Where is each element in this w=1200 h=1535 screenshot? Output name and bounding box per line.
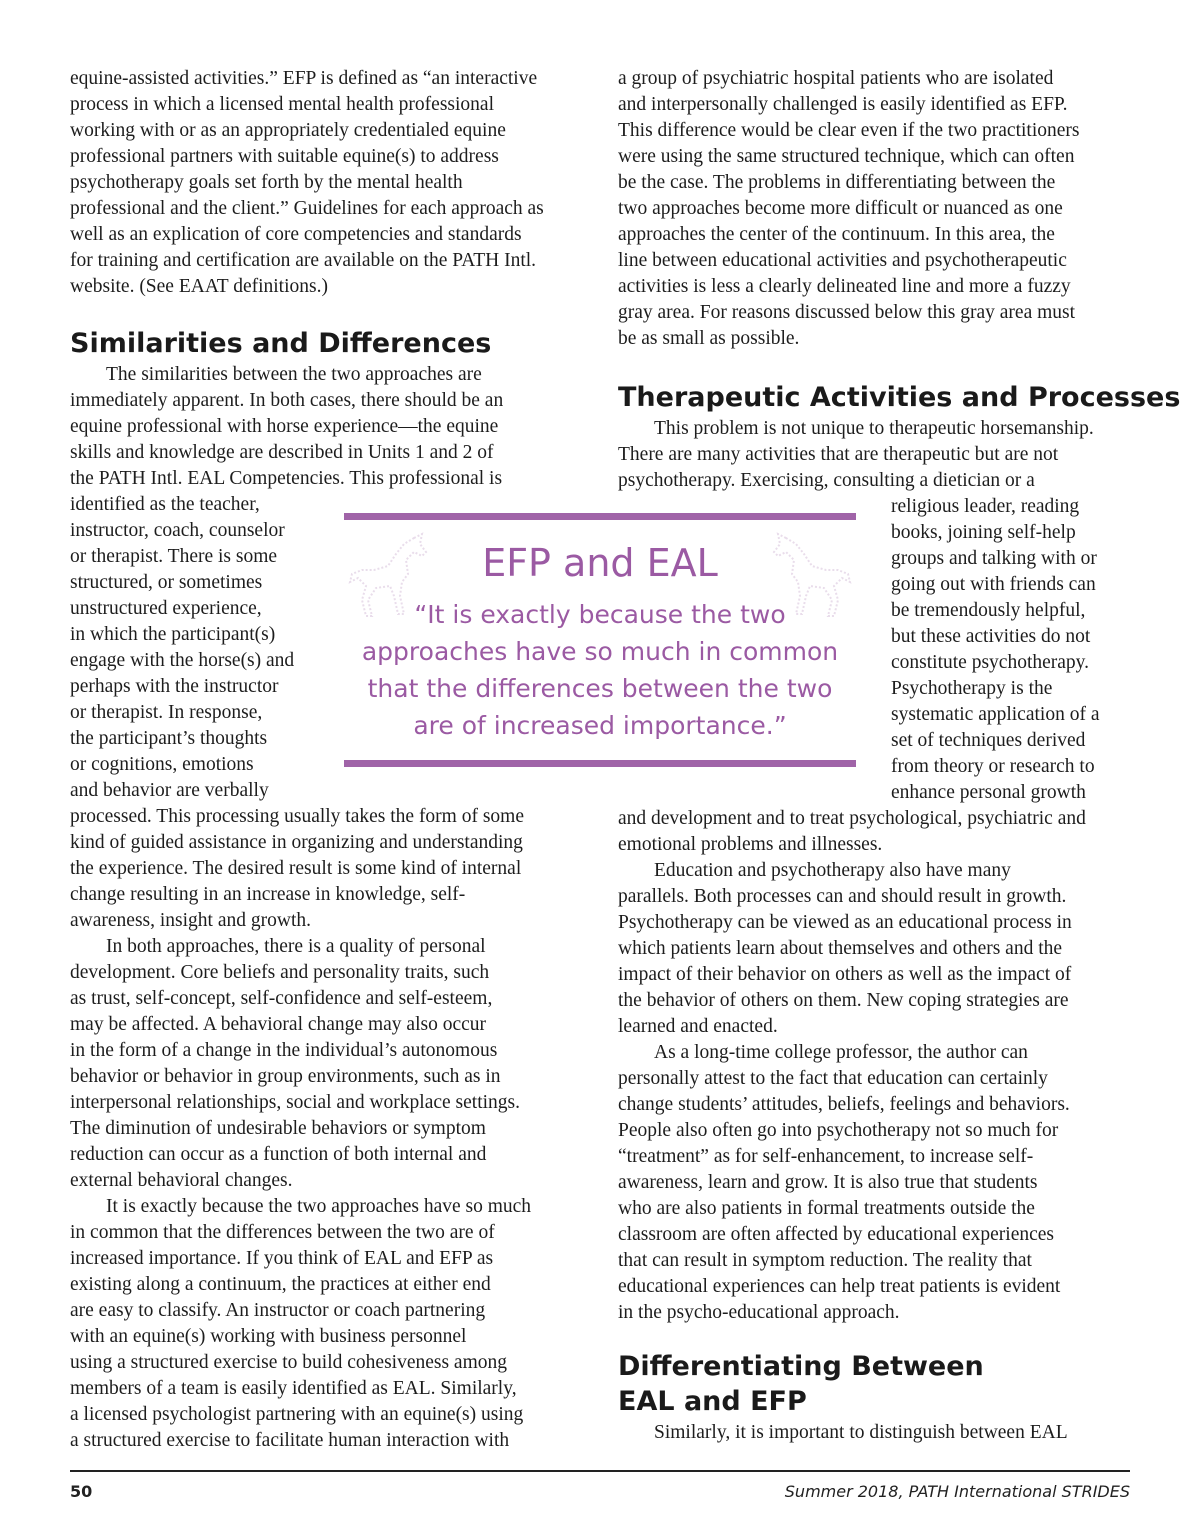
body-line: processed. This processing usually takes the form of some bbox=[70, 806, 525, 827]
footer-rule bbox=[70, 1470, 1130, 1472]
body-line: or therapist. In response, bbox=[70, 702, 263, 723]
body-line: awareness, learn and grow. It is also true that students bbox=[618, 1172, 1038, 1193]
body-line: the participant’s thoughts bbox=[70, 728, 268, 749]
body-line: Psychotherapy can be viewed as an educational process in bbox=[618, 912, 1072, 933]
section-heading-therapeutic: Therapeutic Activities and Processes bbox=[618, 382, 1181, 413]
body-line: kind of guided assistance in organizing and understanding bbox=[70, 832, 523, 853]
body-line: that can result in symptom reduction. The reality that bbox=[618, 1250, 1032, 1271]
pull-quote-title: EFP and EAL bbox=[482, 541, 718, 585]
body-line: a group of psychiatric hospital patients who are isolated bbox=[618, 68, 1054, 89]
body-line: in the form of a change in the individual’s autonomous bbox=[70, 1040, 498, 1061]
body-line: in the psycho-educational approach. bbox=[618, 1302, 900, 1323]
body-line: This difference would be clear even if the two practitioners bbox=[618, 120, 1080, 141]
body-line: working with or as an appropriately credentialed equine bbox=[70, 120, 506, 141]
body-line: members of a team is easily identified as EAL. Similarly, bbox=[70, 1378, 517, 1399]
body-line: groups and talking with or bbox=[891, 548, 1097, 569]
pull-quote-line: that the differences between the two bbox=[367, 674, 833, 703]
body-line: activities is less a clearly delineated line and more a fuzzy bbox=[618, 276, 1071, 297]
body-line: systematic application of a bbox=[891, 704, 1100, 725]
body-line: may be affected. A behavioral change may also occur bbox=[70, 1014, 487, 1035]
body-line: well as an explication of core competencies and standards bbox=[70, 224, 522, 245]
body-line: equine-assisted activities.” EFP is defined as “an interactive bbox=[70, 68, 538, 89]
body-line: be as small as possible. bbox=[618, 328, 800, 349]
body-line: as trust, self-concept, self-confidence and self-esteem, bbox=[70, 988, 493, 1009]
body-line: professional partners with suitable equine(s) to address bbox=[70, 146, 499, 167]
body-line: interpersonal relationships, social and workplace settings. bbox=[70, 1092, 521, 1113]
body-line: In both approaches, there is a quality of personal bbox=[106, 936, 486, 957]
body-line: existing along a continuum, the practices at either end bbox=[70, 1274, 491, 1295]
body-line: psychotherapy goals set forth by the mental health bbox=[70, 172, 463, 193]
body-line: but these activities do not bbox=[891, 626, 1091, 647]
body-line: engage with the horse(s) and bbox=[70, 650, 295, 671]
body-line: for training and certification are available on the PATH Intl. bbox=[70, 250, 537, 271]
body-line: and development and to treat psychological, psychiatric and bbox=[618, 808, 1086, 829]
body-line: going out with friends can bbox=[891, 574, 1096, 595]
body-line: “treatment” as for self-enhancement, to increase self- bbox=[618, 1146, 1034, 1167]
body-line: reduction can occur as a function of both internal and bbox=[70, 1144, 487, 1165]
pull-quote-bottom-bar bbox=[344, 760, 856, 767]
body-line: The diminution of undesirable behaviors or symptom bbox=[70, 1118, 486, 1139]
body-line: change resulting in an increase in knowledge, self- bbox=[70, 884, 466, 905]
body-line: personally attest to the fact that education can certainly bbox=[618, 1068, 1048, 1089]
body-line: process in which a licensed mental health professional bbox=[70, 94, 494, 115]
body-line: or cognitions, emotions bbox=[70, 754, 254, 775]
body-line: constitute psychotherapy. bbox=[891, 652, 1090, 673]
body-line: the PATH Intl. EAL Competencies. This professional is bbox=[70, 468, 503, 489]
body-line: be the case. The problems in differentiating between the bbox=[618, 172, 1056, 193]
body-line: This problem is not unique to therapeutic horsemanship. bbox=[654, 418, 1094, 439]
body-line: educational experiences can help treat patients is evident bbox=[618, 1276, 1061, 1297]
page-number: 50 bbox=[70, 1482, 93, 1501]
body-line: the experience. The desired result is some kind of internal bbox=[70, 858, 522, 879]
body-line: There are many activities that are therapeutic but are not bbox=[618, 444, 1059, 465]
body-line: two approaches become more difficult or nuanced as one bbox=[618, 198, 1063, 219]
body-line: books, joining self-help bbox=[891, 522, 1076, 543]
body-line: professional and the client.” Guidelines for each approach as bbox=[70, 198, 544, 219]
body-line: who are also patients in formal treatments outside the bbox=[618, 1198, 1035, 1219]
section-heading-differentiating: Differentiating Between bbox=[618, 1351, 984, 1382]
body-line: from theory or research to bbox=[891, 756, 1095, 777]
body-line: website. (See EAAT definitions.) bbox=[70, 276, 328, 297]
body-line: external behavioral changes. bbox=[70, 1170, 293, 1191]
pull-quote-line: “It is exactly because the two bbox=[414, 600, 786, 629]
body-line: are easy to classify. An instructor or coach partnering bbox=[70, 1300, 486, 1321]
body-line: in which the participant(s) bbox=[70, 624, 276, 645]
body-line: learned and enacted. bbox=[618, 1016, 778, 1037]
body-line: Similarly, it is important to distinguish between EAL bbox=[654, 1422, 1068, 1443]
body-line: with an equine(s) working with business personnel bbox=[70, 1326, 467, 1347]
body-line: in common that the differences between the two are of bbox=[70, 1222, 495, 1243]
body-line: Education and psychotherapy also have many bbox=[654, 860, 1011, 881]
section-heading-similarities: Similarities and Differences bbox=[70, 328, 492, 359]
body-line: perhaps with the instructor bbox=[70, 676, 279, 697]
body-line: immediately apparent. In both cases, there should be an bbox=[70, 390, 504, 411]
body-line: Psychotherapy is the bbox=[891, 678, 1053, 699]
body-line: enhance personal growth bbox=[891, 782, 1086, 803]
body-line: development. Core beliefs and personality traits, such bbox=[70, 962, 490, 983]
body-line: awareness, insight and growth. bbox=[70, 910, 311, 931]
body-line: The similarities between the two approaches are bbox=[106, 364, 482, 385]
body-line: religious leader, reading bbox=[891, 496, 1080, 517]
body-line: emotional problems and illnesses. bbox=[618, 834, 883, 855]
body-line: change students’ attitudes, beliefs, feelings and behaviors. bbox=[618, 1094, 1070, 1115]
body-line: or therapist. There is some bbox=[70, 546, 278, 567]
body-line: set of techniques derived bbox=[891, 730, 1086, 751]
body-line: parallels. Both processes can and should result in growth. bbox=[618, 886, 1067, 907]
body-line: psychotherapy. Exercising, consulting a dietician or a bbox=[618, 470, 1035, 491]
body-line: and interpersonally challenged is easily identified as EFP. bbox=[618, 94, 1068, 115]
pull-quote-top-bar bbox=[344, 513, 856, 520]
section-heading-differentiating-line2: EAL and EFP bbox=[618, 1386, 807, 1417]
body-line: As a long-time college professor, the author can bbox=[654, 1042, 1028, 1063]
body-line: the behavior of others on them. New coping strategies are bbox=[618, 990, 1069, 1011]
body-line: using a structured exercise to build cohesiveness among bbox=[70, 1352, 508, 1373]
body-line: equine professional with horse experience—the equine bbox=[70, 416, 499, 437]
body-line: skills and knowledge are described in Units 1 and 2 of bbox=[70, 442, 494, 463]
body-line: People also often go into psychotherapy not so much for bbox=[618, 1120, 1059, 1141]
body-line: increased importance. If you think of EAL and EFP as bbox=[70, 1248, 494, 1269]
body-line: unstructured experience, bbox=[70, 598, 262, 619]
body-line: impact of their behavior on others as well as the impact of bbox=[618, 964, 1072, 985]
publication-footer: Summer 2018, PATH International STRIDES bbox=[784, 1482, 1130, 1501]
body-line: be tremendously helpful, bbox=[891, 600, 1086, 621]
body-line: which patients learn about themselves and others and the bbox=[618, 938, 1063, 959]
pull-quote-line: are of increased importance.” bbox=[413, 711, 787, 740]
body-line: and behavior are verbally bbox=[70, 780, 269, 801]
body-line: gray area. For reasons discussed below this gray area must bbox=[618, 302, 1076, 323]
body-line: behavior or behavior in group environments, such as in bbox=[70, 1066, 501, 1087]
body-line: identified as the teacher, bbox=[70, 494, 260, 515]
body-line: It is exactly because the two approaches have so much bbox=[106, 1196, 532, 1217]
body-line: structured, or sometimes bbox=[70, 572, 263, 593]
pull-quote-line: approaches have so much in common bbox=[361, 637, 839, 666]
body-line: a structured exercise to facilitate human interaction with bbox=[70, 1430, 510, 1451]
body-line: line between educational activities and psychotherapeutic bbox=[618, 250, 1067, 271]
body-line: instructor, coach, counselor bbox=[70, 520, 285, 541]
body-line: a licensed psychologist partnering with an equine(s) using bbox=[70, 1404, 524, 1425]
body-line: approaches the center of the continuum. In this area, the bbox=[618, 224, 1055, 245]
body-line: classroom are often affected by educational experiences bbox=[618, 1224, 1055, 1245]
body-line: were using the same structured technique, which can often bbox=[618, 146, 1075, 167]
